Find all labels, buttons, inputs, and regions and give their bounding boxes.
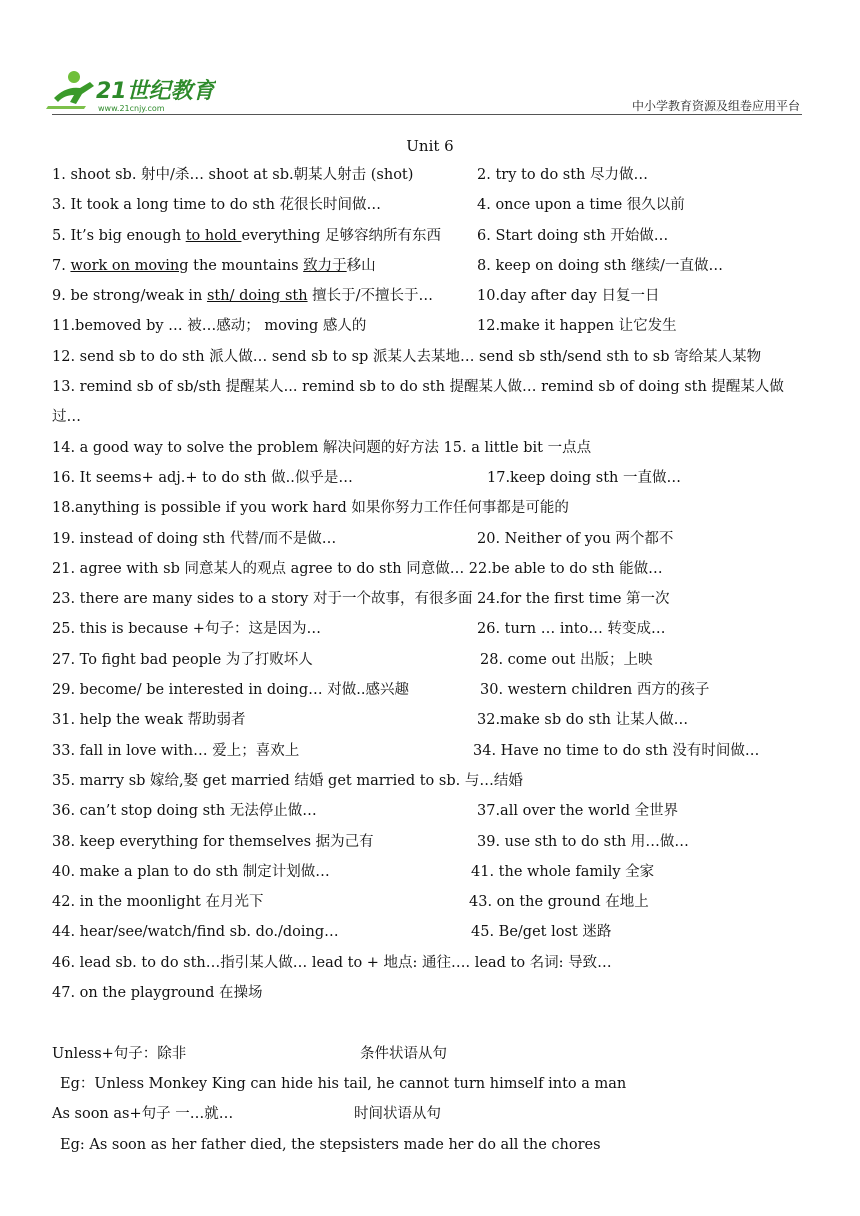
phrase-left: 33. fall in love with… 爱上；喜欢上 <box>52 742 300 759</box>
phrase-right: 32.make sb do sth 让某人做… <box>477 712 689 729</box>
grammar-example <box>52 1069 812 1099</box>
text-segment: 5. It’s big enough <box>52 227 186 244</box>
grammar-text: Eg：Unless Monkey King can hide his tail, he cannot turn himself into a man <box>60 1075 627 1092</box>
phrase-left: 47. on the playground 在操场 <box>52 985 263 1002</box>
phrase-line <box>52 614 812 644</box>
phrase-left: 11.bemoved by … 被…感动； moving 感人的 <box>52 318 367 335</box>
phrase-left: 35. marry sb 嫁给,娶 get married 结婚 get married to sb. 与…结婚 <box>52 772 523 789</box>
underlined-phrase: work on moving <box>70 257 189 274</box>
phrase-line <box>52 342 812 372</box>
logo <box>46 68 216 116</box>
phrase-right: 17.keep doing sth 一直做… <box>487 469 681 486</box>
phrase-line <box>52 736 812 766</box>
phrase-left: 46. lead sb. to do sth…指引某人做… lead to + 地点: 通往…. lead to 名词: 导致… <box>52 954 612 971</box>
grammar-example <box>52 1130 812 1160</box>
phrase-line <box>52 766 812 796</box>
phrase-line <box>52 827 812 857</box>
grammar-text: As soon as+句子 一…就… <box>52 1106 234 1123</box>
grammar-rule <box>52 1099 812 1129</box>
phrase-line <box>52 978 812 1008</box>
underlined-phrase: 致力于 <box>303 257 347 274</box>
phrase-right: 41. the whole family 全家 <box>471 863 655 880</box>
phrase-left <box>52 228 441 244</box>
phrase-line <box>52 463 812 493</box>
text-segment: everything 足够容纳所有东西 <box>241 227 441 244</box>
page-header <box>0 0 860 120</box>
phrase-line <box>52 857 812 887</box>
phrase-right: 20. Neither of you 两个都不 <box>477 530 674 547</box>
phrase-left: 13. remind sb of sb/sth 提醒某人... remind sb to do sth 提醒某人做… remind sb of doing sth 提醒某人做过… <box>52 379 784 426</box>
phrase-left <box>52 258 376 274</box>
phrase-left <box>52 288 433 304</box>
phrase-left: 36. can’t stop doing sth 无法停止做… <box>52 803 317 820</box>
phrase-line <box>52 584 812 614</box>
logo-url-text: www.21cnjy.com <box>98 104 165 113</box>
phrase-left: 16. It seems+ adj.+ to do sth 做..似乎是… <box>52 469 353 486</box>
phrase-left: 23. there are many sides to a story 对于一个故事，有很多面 24.for the first time 第一次 <box>52 591 670 608</box>
phrase-line <box>52 493 812 523</box>
phrase-line <box>52 251 812 281</box>
phrase-left: 3. It took a long time to do sth 花很长时间做… <box>52 197 382 214</box>
spacer <box>52 1008 812 1038</box>
phrase-left: 12. send sb to do sth 派人做… send sb to sp 派某人去某地… send sb sth/send sth to sb 寄给某人某物 <box>52 348 762 365</box>
logo-text: 21世纪教育 <box>96 79 215 104</box>
phrase-line <box>52 311 812 341</box>
grammar-text: Unless+句子：除非 <box>52 1045 187 1062</box>
phrase-left: 29. become/ be interested in doing… 对做..感兴趣 <box>52 682 409 699</box>
phrase-left: 42. in the moonlight 在月光下 <box>52 894 264 911</box>
page-title: Unit 6 <box>406 137 454 155</box>
phrase-line <box>52 675 812 705</box>
phrase-left: 25. this is because +句子：这是因为… <box>52 621 321 638</box>
phrase-right: 8. keep on doing sth 继续/一直做… <box>477 257 723 274</box>
phrase-line <box>52 887 812 917</box>
phrase-line <box>52 221 812 251</box>
text-segment: 7. <box>52 257 71 274</box>
vocabulary-list <box>52 160 812 1160</box>
phrase-line <box>52 917 812 947</box>
phrase-line <box>52 524 812 554</box>
phrase-line <box>52 948 812 978</box>
phrase-left: 18.anything is possible if you work hard 如果你努力工作任何事都是可能的 <box>52 500 569 517</box>
phrase-line <box>52 645 812 675</box>
phrase-left: 44. hear/see/watch/find sb. do./doing… <box>52 924 339 941</box>
phrase-line <box>52 554 812 584</box>
phrase-right: 37.all over the world 全世界 <box>477 803 679 820</box>
grammar-rule <box>52 1039 812 1069</box>
clause-type: 时间状语从句 <box>354 1106 441 1123</box>
underlined-phrase: to hold <box>185 227 242 244</box>
phrase-line <box>52 190 812 220</box>
platform-name: 中小学教育资源及组卷应用平台 <box>631 99 800 113</box>
phrase-right: 39. use sth to do sth 用…做… <box>477 833 689 850</box>
phrase-right: 43. on the ground 在地上 <box>469 894 649 911</box>
phrase-left: 27. To fight bad people 为了打败坏人 <box>52 651 313 668</box>
phrase-right: 12.make it happen 让它发生 <box>477 318 677 335</box>
text-segment: 擅长于/不擅长于… <box>307 288 434 305</box>
header-divider <box>52 114 802 115</box>
phrase-line <box>52 281 812 311</box>
text-segment: the mountains <box>188 257 304 274</box>
phrase-right: 26. turn … into… 转变成… <box>477 621 666 638</box>
grammar-text: Eg: As soon as her father died, the stepsisters made her do all the chores <box>60 1136 601 1153</box>
phrase-right: 6. Start doing sth 开始做… <box>477 227 669 244</box>
phrase-left: 14. a good way to solve the problem 解决问题的好方法 15. a little bit 一点点 <box>52 439 592 456</box>
phrase-right: 30. western children 西方的孩子 <box>480 682 710 699</box>
clause-type: 条件状语从句 <box>360 1045 447 1062</box>
phrase-line <box>52 705 812 735</box>
phrase-line <box>52 433 812 463</box>
text-segment: 移山 <box>346 257 376 274</box>
underlined-phrase: sth/ doing sth <box>206 288 308 305</box>
phrase-left: 40. make a plan to do sth 制定计划做… <box>52 863 330 880</box>
phrase-left: 31. help the weak 帮助弱者 <box>52 712 246 729</box>
phrase-line <box>52 796 812 826</box>
text-segment: 9. be strong/weak in <box>52 288 207 305</box>
phrase-right: 2. try to do sth 尽力做… <box>477 167 649 183</box>
phrase-right: 4. once upon a time 很久以前 <box>477 197 685 214</box>
phrase-left: 19. instead of doing sth 代替/而不是做… <box>52 530 337 547</box>
phrase-left: 38. keep everything for themselves 据为己有 <box>52 833 374 850</box>
phrase-left: 21. agree with sb 同意某人的观点 agree to do sth 同意做… 22.be able to do sth 能做… <box>52 560 663 577</box>
phrase-right: 45. Be/get lost 迷路 <box>471 924 612 941</box>
phrase-right: 34. Have no time to do sth 没有时间做… <box>473 742 760 759</box>
runner-logo-icon <box>46 68 216 116</box>
phrase-left: 1. shoot sb. 射中/杀… shoot at sb.朝某人射击 (shot) <box>52 167 414 183</box>
phrase-right: 28. come out 出版；上映 <box>480 651 653 668</box>
phrase-line <box>52 160 812 190</box>
phrase-right: 10.day after day 日复一日 <box>477 288 660 305</box>
phrase-line <box>52 372 812 433</box>
